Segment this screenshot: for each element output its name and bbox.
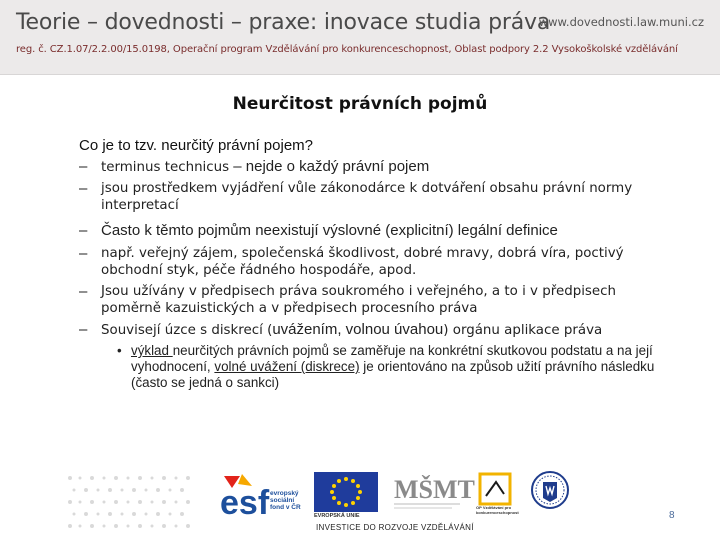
dash-bullet: –: [79, 158, 88, 175]
item-text: – nejde o každý právní pojem: [229, 158, 430, 175]
sub-item-text: je orientováno na způsob užití právního následku (často se jedná o sankci): [131, 359, 655, 390]
dash-bullet: –: [79, 222, 88, 239]
muni-seal-logo: [530, 464, 570, 520]
dash-bullet: –: [79, 283, 88, 300]
muni-seal-graphic: [530, 464, 570, 520]
eu-flag-logo: [314, 472, 378, 518]
underlined-term: výklad: [131, 343, 173, 358]
item-text-emphasis: uvážením, volnou úvahou: [272, 321, 444, 338]
msmt-logo-graphic: [392, 468, 475, 520]
op-vk-caption: OP Vzdělávání pro konkurenceschopnost: [476, 505, 519, 515]
page-number: 8: [669, 510, 675, 521]
dash-bullet: –: [79, 245, 88, 262]
item-text: ) orgánu aplikace práva: [443, 323, 603, 338]
sub-item-text: neurčitých právních pojmů se zaměřuje na konkrétní skutkovou podstatu a na její vyhodnocení,: [131, 343, 653, 374]
round-bullet: •: [117, 343, 122, 358]
dash-bullet: –: [79, 321, 88, 338]
header-url[interactable]: www.dovednosti.law.muni.cz: [538, 15, 704, 29]
item-text: terminus technicus: [101, 160, 230, 175]
esf-logo-text: esf: [220, 484, 270, 522]
item-text: např. veřejný zájem, společenská škodlivost, dobré mravy, dobrá víra, poctivý obchodní styk, péče řádného hospodáře, apod.: [101, 246, 624, 278]
item-text: jsou prostředkem vyjádření vůle zákonodárce k dotváření obsahu právní normy interpretací: [101, 181, 633, 213]
msmt-logo: [392, 468, 475, 520]
question-text: Co je to tzv. neurčitý právní pojem?: [79, 137, 313, 154]
eu-flag-graphic: [314, 472, 378, 518]
list-item: [79, 180, 679, 214]
sub-bullet-list: [79, 343, 679, 391]
list-item: [79, 245, 679, 279]
esf-logo: [218, 472, 306, 520]
list-item: [79, 321, 679, 339]
dash-bullet: –: [79, 180, 88, 197]
dot-pattern-decoration: [64, 472, 204, 538]
sub-list-item: [117, 343, 671, 391]
esf-logo-caption: evropský sociální fond v ČR: [270, 490, 301, 511]
eu-caption: EVROPSKÁ UNIE: [314, 513, 360, 519]
header-title: Teorie – dovednosti – praxe: inovace studia práva: [16, 10, 551, 35]
slide-title: Neurčitost právních pojmů: [232, 94, 488, 114]
list-item: [79, 283, 679, 317]
list-item: [79, 222, 679, 239]
esf-logo-graphic: [218, 472, 306, 520]
header-bar: [0, 0, 720, 75]
underlined-term: volné uvážení (diskrece): [214, 359, 360, 374]
bullet-list: [79, 158, 679, 339]
list-item: [79, 158, 679, 176]
msmt-logo-text: MŠMT: [394, 475, 475, 504]
item-text: Souvisejí úzce s diskrecí (: [101, 323, 273, 338]
op-vk-logo-graphic: [476, 470, 524, 520]
op-vk-logo: [476, 470, 524, 520]
footer-investice-text: INVESTICE DO ROZVOJE VZDĚLÁVÁNÍ: [316, 523, 474, 532]
item-text: Často k těmto pojmům neexistují výslovné (explicitní) legální definice: [101, 222, 558, 239]
slide-content: [79, 137, 679, 391]
item-text: Jsou užívány v předpisech práva soukromého i veřejného, a to i v předpisech poměrně kazuistických a v předpisech procesního práva: [101, 284, 616, 316]
header-subtitle: reg. č. CZ.1.07/2.2.00/15.0198, Operační program Vzdělávání pro konkurenceschopnost, Oblast podpory 2.2 Vysokoškolské vzdělávání: [16, 44, 678, 55]
